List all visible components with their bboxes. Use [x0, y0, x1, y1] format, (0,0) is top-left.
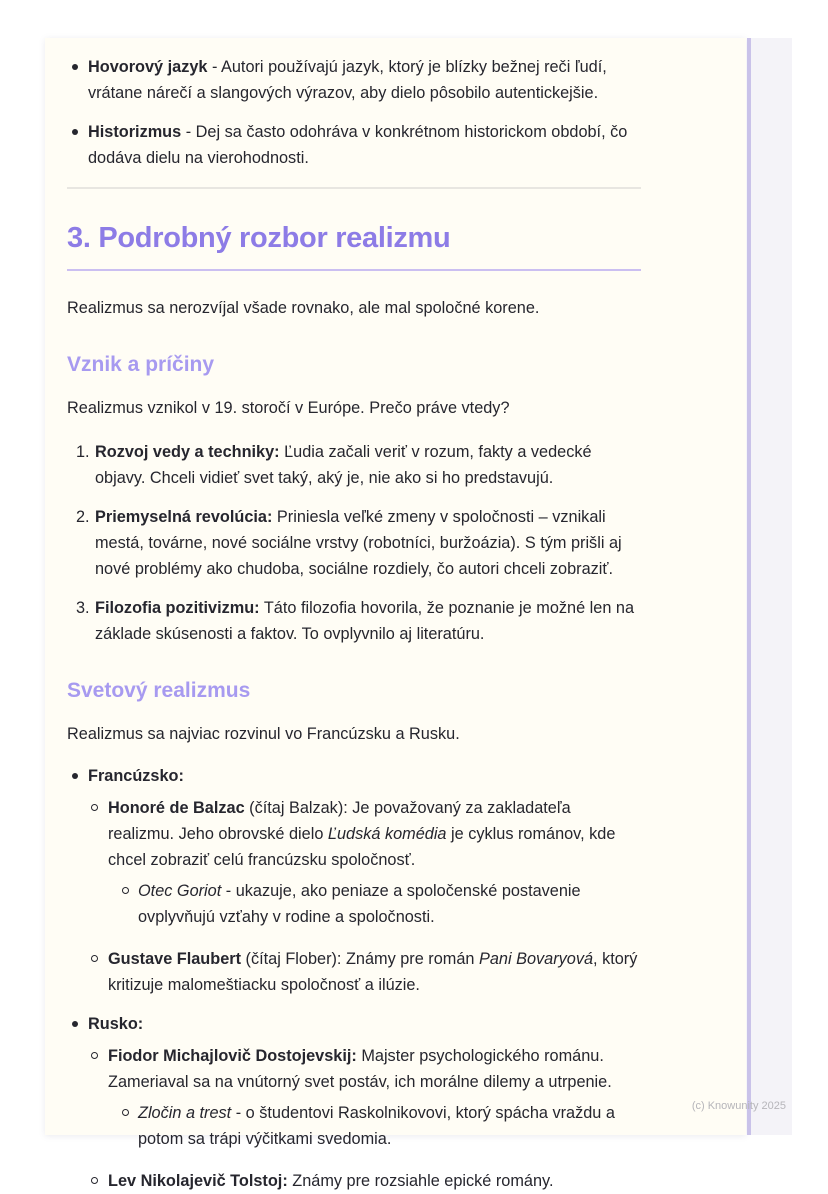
- section-title: 3. Podrobný rozbor realizmu: [67, 219, 641, 271]
- world-intro-paragraph: Realizmus sa najviac rozvinul vo Francúzsku a Rusku.: [67, 725, 460, 743]
- origins-numbered-list: [67, 439, 641, 647]
- list-item-text: Hovorový jazyk - Autori používajú jazyk, ktorý je blízky bežnej reči ľudí, vrátane nárečí a slangových výrazov, aby dielo pôsobilo autentickejšie.: [88, 58, 607, 102]
- section-intro-paragraph: Realizmus sa nerozvíjal všade rovnako, ale mal spoločné korene.: [67, 299, 540, 317]
- item-number: 3.: [76, 599, 90, 617]
- work-text: Zločin a trest - o študentovi Raskolnikovovi, ktorý spácha vraždu a potom sa trápi výčitkami svedomia.: [138, 1104, 615, 1148]
- world-countries-list: [67, 763, 641, 1194]
- subsection-title-world: Svetový realizmus: [67, 679, 251, 702]
- list-item: [67, 119, 641, 171]
- author-item: [88, 946, 641, 998]
- page-edge-strip: [747, 38, 792, 1135]
- country-item-france: [67, 763, 641, 998]
- characteristics-list: [67, 54, 641, 171]
- author-item: [88, 1043, 641, 1152]
- country-label: Francúzsko:: [88, 767, 184, 785]
- author-item: [88, 795, 641, 930]
- country-label: Rusko:: [88, 1015, 144, 1033]
- numbered-item-text: Priemyselná revolúcia: Priniesla veľké zmeny v spoločnosti – vznikali mestá, továrne, nové sociálne vrstvy (robotníci, buržoázia). S tým prišli aj nové problémy ako chudoba, sociálne rozdiely, čo autori chceli zobraziť.: [95, 508, 622, 578]
- list-item: [67, 54, 641, 106]
- work-item: [108, 878, 641, 930]
- numbered-item: [67, 595, 641, 647]
- author-text: Gustave Flaubert (čítaj Flober): Známy pre román Pani Bovaryová, ktorý kritizuje malomeštiacku spoločnosť a ilúzie.: [108, 950, 638, 994]
- numbered-item: [67, 504, 641, 582]
- author-item: [88, 1168, 641, 1194]
- watermark: (c) Knowunity 2025: [691, 1100, 786, 1112]
- work-text: Otec Goriot - ukazuje, ako peniaze a spoločenské postavenie ovplyvňujú vzťahy v rodine a spoločnosti.: [138, 882, 581, 926]
- item-number: 2.: [76, 508, 90, 526]
- numbered-item: [67, 439, 641, 491]
- author-text: Honoré de Balzac (čítaj Balzak): Je považovaný za zakladateľa realizmu. Jeho obrovské dielo Ľudská komédia je cyklus románov, kde chcel zobraziť celú francúzsku spoločnosť.: [108, 799, 616, 869]
- russia-authors-list: [88, 1043, 641, 1194]
- document-content: [67, 54, 641, 1194]
- subsection-title-origins: Vznik a príčiny: [67, 353, 215, 376]
- numbered-item-text: Rozvoj vedy a techniky: Ľudia začali veriť v rozum, fakty a vedecké objavy. Chceli vidieť svet taký, aký je, nie ako si ho predstavujú.: [95, 443, 592, 487]
- item-number: 1.: [76, 443, 90, 461]
- section-divider: [67, 187, 641, 189]
- france-authors-list: [88, 795, 641, 998]
- author-works-list: [108, 878, 641, 930]
- author-text: Lev Nikolajevič Tolstoj: Známy pre rozsiahle epické romány.: [108, 1172, 554, 1190]
- origins-intro-paragraph: Realizmus vznikol v 19. storočí v Európe. Prečo práve vtedy?: [67, 399, 510, 417]
- list-item-text: Historizmus - Dej sa často odohráva v konkrétnom historickom období, čo dodáva dielu na vierohodnosti.: [88, 123, 628, 167]
- document-page: [45, 38, 746, 1190]
- numbered-item-text: Filozofia pozitivizmu: Táto filozofia hovorila, že poznanie je možné len na základe skúsenosti a faktov. To ovplyvnilo aj literatúru.: [95, 599, 635, 643]
- author-text: Fiodor Michajlovič Dostojevskij: Majster psychologického románu. Zameriaval sa na vnútorný svet postáv, ich morálne dilemy a utrpenie.: [108, 1047, 612, 1091]
